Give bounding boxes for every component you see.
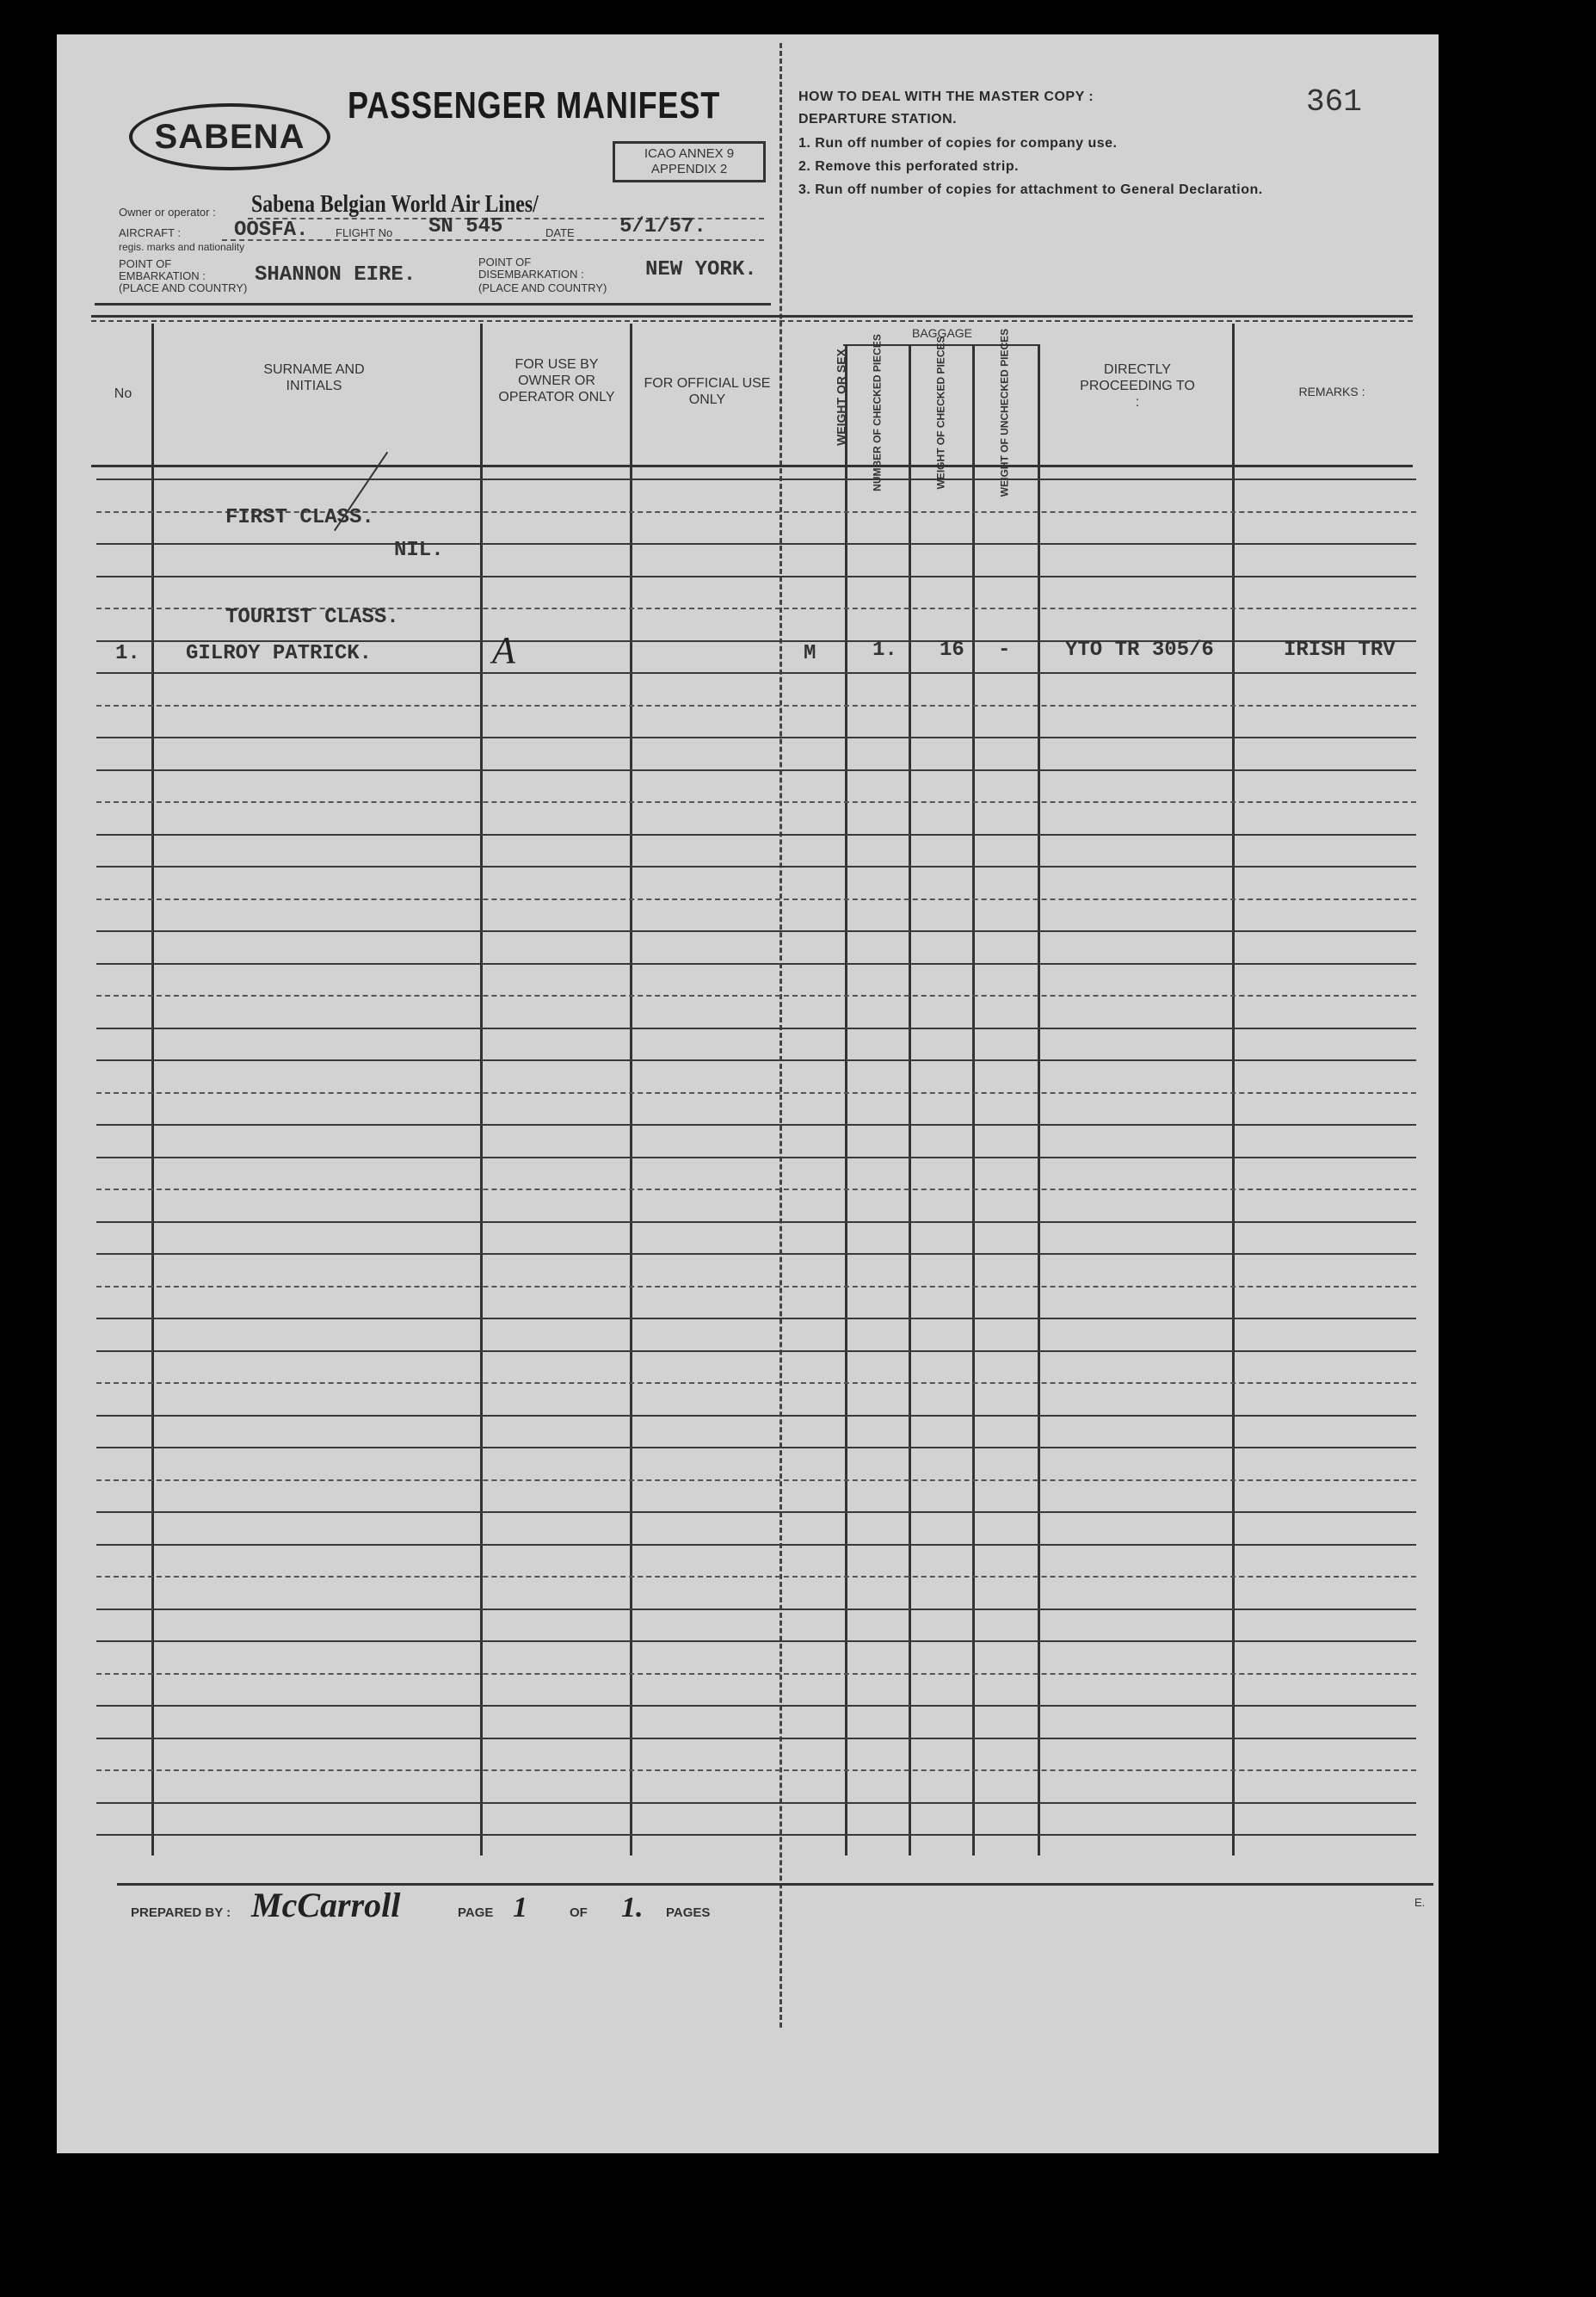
date-value: 5/1/57. [619,215,706,238]
passenger-destination: YTO TR 305/6 [1065,639,1214,662]
passenger-no: 1. [115,642,140,665]
table-row-line [96,1286,1416,1287]
header-no: No [114,386,132,401]
first-class-heading: FIRST CLASS. [225,506,374,529]
header-remarks: REMARKS : [1298,385,1365,398]
aircraft-sublabel: regis. marks and nationality [119,241,245,253]
table-row-line [96,834,1416,836]
corner-mark: E. [1414,1896,1426,1909]
table-row-line [96,1544,1416,1546]
instruction-3: 3. Run off number of copies for attachment to General Declaration. [798,182,1263,197]
date-label: DATE [545,226,575,239]
table-row-line [96,1124,1416,1126]
passenger-checked-pieces: 1. [872,639,897,662]
table-row-line [96,1705,1416,1707]
table-row-line [96,1221,1416,1223]
of-label: OF [570,1905,588,1920]
table-top-rule [91,315,1413,318]
passenger-sex: M [804,642,816,665]
of-value: 1. [621,1892,644,1923]
column-line-checked [909,344,911,1856]
header-proceeding: DIRECTLY PROCEEDING TO : [1080,362,1195,410]
table-row-line [96,1802,1416,1804]
table-row-line [96,1769,1416,1771]
table-row-line [96,930,1416,932]
table-row-line [96,1092,1416,1094]
instruction-2: 2. Remove this perforated strip. [798,159,1020,174]
embarkation-label-1: POINT OF [119,257,172,270]
table-row-line [96,898,1416,900]
icao-annex-label: ICAO ANNEX 9 [644,146,735,161]
table-row-line [96,769,1416,771]
embarkation-value: SHANNON EIRE. [255,263,416,287]
table-row-line [96,1511,1416,1513]
prepared-by-signature: McCarroll [251,1886,401,1924]
table-row-line [96,576,1416,577]
table-row-line [96,866,1416,868]
table-row-line [96,1253,1416,1255]
table-row-line [96,543,1416,545]
table-row-line [96,801,1416,803]
table-row-line [96,1576,1416,1578]
icao-appendix-label: APPENDIX 2 [650,162,728,176]
column-line-sex [845,344,847,1856]
table-row-line [96,1318,1416,1319]
page-value: 1 [513,1892,527,1923]
header-bottom-rule [95,303,771,306]
table-row-line [96,1415,1416,1417]
header-weight-sex: WEIGHT OR SEX [834,349,848,446]
page-number-stamp: 361 [1306,84,1362,120]
column-line-weight-unchecked [1038,344,1040,1856]
table-row-line [96,1157,1416,1158]
flight-number-value: SN 545 [428,215,503,238]
disembarkation-label-1: POINT OF [478,256,532,269]
page-label: PAGE [458,1905,494,1920]
passenger-remarks: IRISH TRV [1284,639,1396,662]
table-row-line [96,1028,1416,1029]
disembarkation-label-3: (PLACE AND COUNTRY) [478,281,607,294]
header-surname: SURNAME AND INITIALS [263,362,365,393]
perforation-line [780,43,782,2028]
table-row-line [96,995,1416,997]
instructions-subtitle: DEPARTURE STATION. [798,112,958,127]
table-row-line [96,1350,1416,1352]
passenger-name: GILROY PATRICK. [186,642,373,665]
table-row-line [96,1189,1416,1190]
header-weight-unchecked: WEIGHT OF UNCHECKED PIECES [998,328,1011,497]
column-line-proceeding [1232,324,1235,1856]
instruction-1: 1. Run off number of copies for company use. [798,136,1118,151]
embarkation-label-3: (PLACE AND COUNTRY) [119,281,248,294]
document-title: PASSENGER MANIFEST [348,84,721,127]
icao-reference-box [613,141,766,182]
aircraft-value: OOSFA. [234,219,309,242]
table-row-line [96,1382,1416,1384]
owner-use-mark: A [492,629,515,671]
column-line-surname [480,324,483,1856]
header-checked-pieces: NUMBER OF CHECKED PIECES [871,334,884,491]
table-header-bottom-rule [91,465,1413,467]
table-row-line [96,1673,1416,1675]
header-baggage: BAGGAGE [911,326,973,340]
table-row-line [96,963,1416,965]
header-weight-checked: WEIGHT OF CHECKED PIECES [934,336,947,490]
table-row-line [96,1738,1416,1739]
sabena-logo: SABENA [129,103,330,170]
embarkation-label-2: EMBARKATION : [119,269,206,282]
tourist-class-heading: TOURIST CLASS. [225,606,399,629]
operator-value: Sabena Belgian World Air Lines/ [251,191,539,218]
operator-label: Owner or operator : [119,206,216,219]
header-owner-use: FOR USE BY OWNER OR OPERATOR ONLY [498,357,615,404]
table-row-line [96,1834,1416,1836]
instructions-title: HOW TO DEAL WITH THE MASTER COPY : [798,90,1094,104]
table-row-line [96,672,1416,674]
table-top-rule-2 [91,320,1413,322]
table-row-line [96,1447,1416,1448]
table-row-line [96,1640,1416,1642]
table-row-line [96,1059,1416,1061]
table-row-line [96,705,1416,707]
disembarkation-label-2: DISEMBARKATION : [478,268,584,281]
aircraft-label: AIRCRAFT : [119,226,181,239]
column-line-no [151,324,154,1856]
passenger-weight-checked: 16 [940,639,964,662]
disembarkation-value: NEW YORK. [645,258,757,281]
pages-label: PAGES [666,1905,711,1920]
table-row-line [96,1479,1416,1481]
column-line-weight-checked [972,344,975,1856]
column-line-owner [630,324,632,1856]
passenger-weight-unchecked: - [998,639,1011,662]
table-row-line [96,737,1416,738]
flight-number-label: FLIGHT No [336,226,393,239]
prepared-by-label: PREPARED BY : [131,1905,231,1920]
first-class-nil: NIL. [394,539,444,562]
table-row-line [96,1609,1416,1610]
aircraft-underline [222,239,764,241]
table-row-line [96,479,1416,480]
header-official-use: FOR OFFICIAL USE ONLY [644,376,771,407]
